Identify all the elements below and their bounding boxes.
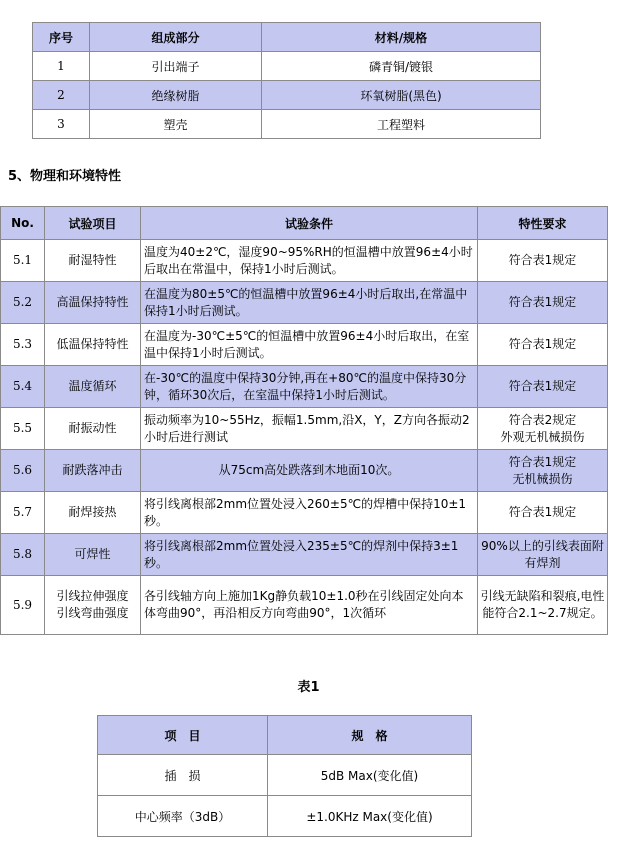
test-no: 5.5	[1, 408, 45, 450]
test-requirement: 引线无缺陷和裂痕,电性能符合2.1~2.7规定。	[478, 576, 608, 635]
test-no: 5.8	[1, 534, 45, 576]
spec-value: ±1.0KHz Max(变化值)	[268, 796, 472, 837]
materials-cell: 环氧树脂(黑色)	[262, 81, 541, 110]
test-requirement: 符合表1规定	[478, 324, 608, 366]
test-no: 5.3	[1, 324, 45, 366]
tests-header-no: No.	[1, 207, 45, 240]
materials-table	[32, 22, 541, 139]
section-title: 5、物理和环境特性	[8, 169, 122, 184]
specs-header-spec: 规 格	[268, 716, 472, 755]
table-row	[33, 110, 541, 139]
test-requirement: 符合表1规定	[478, 492, 608, 534]
specs-header-item: 项 目	[98, 716, 268, 755]
tests-header-item: 试验项目	[45, 207, 141, 240]
test-requirement: 符合表1规定 无机械损伤	[478, 450, 608, 492]
test-item: 低温保持特性	[45, 324, 141, 366]
test-requirement: 符合表1规定	[478, 366, 608, 408]
tests-header-condition: 试验条件	[141, 207, 478, 240]
test-condition: 振动频率为10~55Hz，振幅1.5mm,沿X，Y，Z方向各振动2小时后进行测试	[141, 408, 478, 450]
materials-cell: 工程塑料	[262, 110, 541, 139]
materials-cell: 塑壳	[90, 110, 262, 139]
materials-cell: 绝缘树脂	[90, 81, 262, 110]
test-item: 温度循环	[45, 366, 141, 408]
test-no: 5.2	[1, 282, 45, 324]
materials-header-index: 序号	[33, 23, 90, 52]
test-no: 5.9	[1, 576, 45, 635]
materials-cell: 引出端子	[90, 52, 262, 81]
test-requirement: 90%以上的引线表面附有焊剂	[478, 534, 608, 576]
test-item: 耐焊接热	[45, 492, 141, 534]
table-row	[1, 408, 608, 450]
table-row	[1, 576, 608, 635]
test-requirement: 符合表1规定	[478, 282, 608, 324]
materials-header-material: 材料/规格	[262, 23, 541, 52]
materials-cell: 1	[33, 52, 90, 81]
test-item: 高温保持特性	[45, 282, 141, 324]
test-condition: 在温度为-30℃±5℃的恒温槽中放置96±4小时后取出，在室温中保持1小时后测试。	[141, 324, 478, 366]
test-condition: 将引线离根部2mm位置处浸入235±5℃的焊剂中保持3±1秒。	[141, 534, 478, 576]
materials-header-component: 组成部分	[90, 23, 262, 52]
table-row	[33, 81, 541, 110]
test-condition: 从75cm高处跌落到木地面10次。	[141, 450, 478, 492]
test-item: 引线拉伸强度 引线弯曲强度	[45, 576, 141, 635]
table-row	[1, 492, 608, 534]
materials-cell: 3	[33, 110, 90, 139]
test-no: 5.6	[1, 450, 45, 492]
spec-item: 插 损	[98, 755, 268, 796]
table-caption: 表1	[297, 680, 320, 695]
test-item: 耐振动性	[45, 408, 141, 450]
tests-table	[0, 206, 608, 635]
table-row	[98, 796, 472, 837]
specs-table	[97, 715, 472, 837]
test-no: 5.1	[1, 240, 45, 282]
spec-value: 5dB Max(变化值)	[268, 755, 472, 796]
test-requirement: 符合表2规定 外观无机械损伤	[478, 408, 608, 450]
table-row	[1, 534, 608, 576]
table-row	[1, 324, 608, 366]
test-condition: 在温度为80±5℃的恒温槽中放置96±4小时后取出,在常温中保持1小时后测试。	[141, 282, 478, 324]
spec-item: 中心频率（3dB）	[98, 796, 268, 837]
test-condition: 在-30℃的温度中保持30分钟,再在+80℃的温度中保持30分钟，循环30次后，在室温中保持1小时后测试。	[141, 366, 478, 408]
tests-header-requirement: 特性要求	[478, 207, 608, 240]
test-condition: 温度为40±2℃，湿度90~95%RH的恒温槽中放置96±4小时后取出在常温中，保持1小时后测试。	[141, 240, 478, 282]
materials-cell: 磷青铜/镀银	[262, 52, 541, 81]
test-no: 5.4	[1, 366, 45, 408]
test-item: 耐跌落冲击	[45, 450, 141, 492]
test-item: 耐湿特性	[45, 240, 141, 282]
test-condition: 各引线轴方向上施加1Kg静负载10±1.0秒在引线固定处向本体弯曲90°，再沿相反方向弯曲90°，1次循环	[141, 576, 478, 635]
table-row	[1, 240, 608, 282]
table-row	[1, 282, 608, 324]
table-row	[33, 52, 541, 81]
test-item: 可焊性	[45, 534, 141, 576]
table-row	[1, 450, 608, 492]
materials-cell: 2	[33, 81, 90, 110]
table-row	[1, 366, 608, 408]
test-requirement: 符合表1规定	[478, 240, 608, 282]
test-condition: 将引线离根部2mm位置处浸入260±5℃的焊槽中保持10±1秒。	[141, 492, 478, 534]
test-no: 5.7	[1, 492, 45, 534]
table-row	[98, 755, 472, 796]
